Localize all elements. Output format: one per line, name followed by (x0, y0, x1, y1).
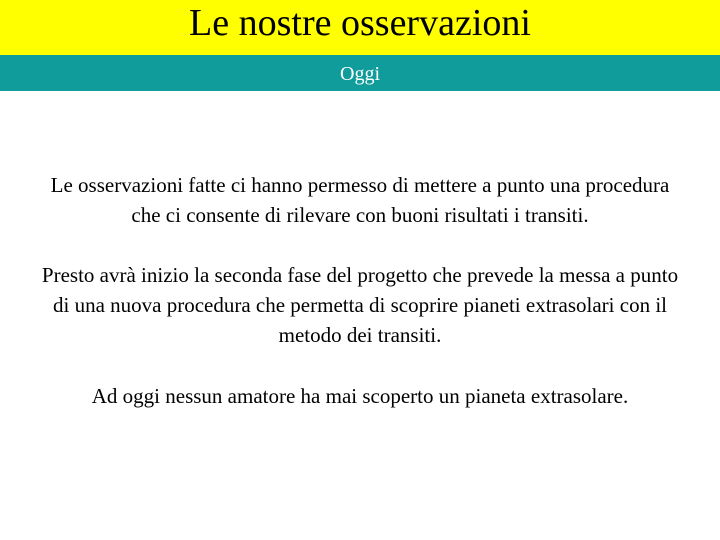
slide-subtitle: Oggi (340, 63, 380, 85)
title-banner (0, 0, 720, 55)
subtitle-banner (0, 55, 720, 91)
slide-title: Le nostre osservazioni (189, 2, 531, 44)
body-paragraph-1: Le osservazioni fatte ci hanno permesso di mettere a punto una procedura che ci consente di rilevare con buoni risultati i transiti. (50, 173, 670, 227)
slide-body (40, 170, 680, 440)
body-paragraph-3: Ad oggi nessun amatore ha mai scoperto un pianeta extrasolare. (91, 384, 629, 408)
body-paragraph-2: Presto avrà inizio la seconda fase del progetto che prevede la messa a punto di una nuova procedura che permetta di scoprire pianeti extrasolari con il metodo dei transiti. (41, 263, 679, 347)
